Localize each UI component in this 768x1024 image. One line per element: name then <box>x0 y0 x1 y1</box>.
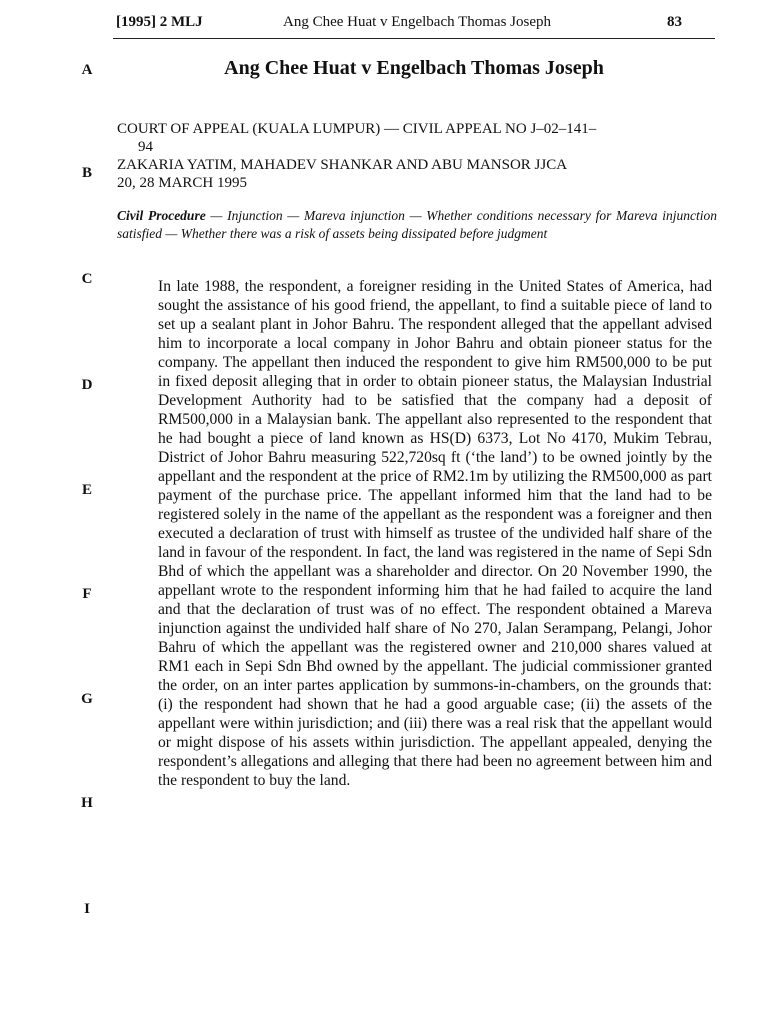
margin-letter-i: I <box>84 901 90 917</box>
header-rule <box>113 38 715 39</box>
court-details <box>117 120 722 192</box>
margin-letter-f: F <box>82 586 92 602</box>
margin-letter-b: B <box>81 165 92 181</box>
judges: ZAKARIA YATIM, MAHADEV SHANKAR AND ABU MANSOR JJCA <box>117 157 568 173</box>
margin-letter-h: H <box>81 795 93 811</box>
court-line: COURT OF APPEAL (KUALA LUMPUR) — CIVIL APPEAL NO J–02–141– <box>117 121 597 137</box>
margin-letter-a: A <box>81 62 93 78</box>
margin-letter-c: C <box>81 271 93 287</box>
court-line-continued: 94 <box>138 139 153 155</box>
catchwords-text: — Injunction — Mareva injunction — Whether conditions necessary for Mareva injunction satisfied — Whether there was a risk of assets being dissipated before judgment <box>117 208 717 241</box>
margin-letter-d: D <box>81 377 93 393</box>
margin-letter-g: G <box>81 691 93 707</box>
case-title: Ang Chee Huat v Engelbach Thomas Joseph <box>224 57 604 79</box>
header-citation: [1995] 2 MLJ <box>116 14 203 30</box>
catchwords <box>117 207 717 243</box>
header-running-title: Ang Chee Huat v Engelbach Thomas Joseph <box>283 14 552 30</box>
catchwords-subject: Civil Procedure <box>117 208 206 223</box>
decision-dates: 20, 28 MARCH 1995 <box>117 175 248 191</box>
header-page-number: 83 <box>667 14 682 30</box>
headnote-paragraph: In late 1988, the respondent, a foreigner residing in the United States of America, had sought the assistance of his good friend, the appellant, to find a suitable piece of land to set up a sealant plant in Johor Bahru. The respondent alleged that the appellant advised him to incorporate a local company in Johor Bahru and obtain pioneer status for the company. The appellant then induced the respondent to give him RM500,000 to be put in fixed deposit alleging that in order to obtain pioneer status, the Malaysian Industrial Development Authority had to be satisfied that the company had a deposit of RM500,000 in a Malaysian bank. The appellant also represented to the respondent that he had bought a piece of land known as HS(D) 6373, Lot No 4170, Mukim Tebrau, District of Johor Bahru measuring 522,720sq ft (‘the land’) to be owned jointly by the appellant and the respondent at the price of RM2.1m by utilizing the RM500,000 as part payment of the purchase price. The appellant informed him that the land had to be registered solely in the name of the appellant as the respondent was a foreigner and then executed a declaration of trust with himself as trustee of the undivided half share of the land in favour of the respondent. In fact, the land was registered in the name of Sepi Sdn Bhd of which the appellant was a shareholder and director. On 20 November 1990, the appellant wrote to the respondent informing him that he had failed to acquire the land and that the declaration of trust was of no effect. The respondent obtained a Mareva injunction against the undivided half share of No 270, Jalan Serampang, Pelangi, Johor Bahru of which the appellant was the registered owner and 210,000 shares valued at RM1 each in Sepi Sdn Bhd owned by the appellant. The judicial commissioner granted the order, on an inter partes application by summons-in-chambers, on the grounds that: (i) the respondent had shown that he had a good arguable case; (ii) the assets of the appellant were within jurisdiction; and (iii) there was a real risk that the appellant would or might dispose of his assets within jurisdiction. The appellant appealed, denying the respondent’s allegations and alleging that there had been no agreement between him and the respondent to buy the land. <box>158 278 712 789</box>
margin-letter-e: E <box>81 482 92 498</box>
